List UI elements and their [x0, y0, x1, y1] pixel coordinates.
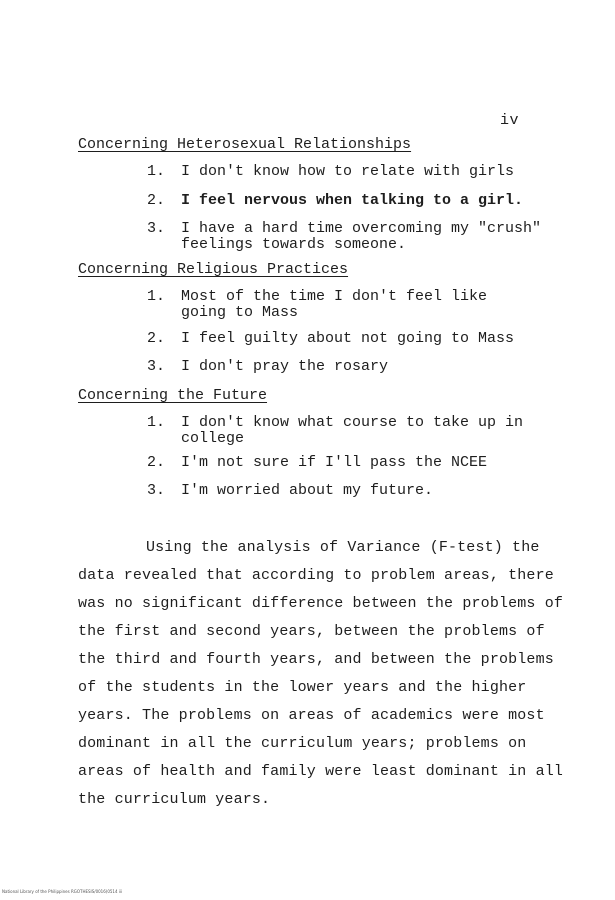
paragraph-line: was no significant difference between the problems of: [78, 595, 564, 612]
list-item: [147, 359, 388, 375]
list-item-number: 1.: [147, 414, 166, 431]
paragraph-line: Using the analysis of Variance (F-test) the: [146, 539, 540, 556]
paragraph-line: the curriculum years.: [78, 791, 271, 808]
list-item-number: 1.: [147, 288, 166, 305]
list-item-text: Most of the time I don't feel like going to Mass: [181, 288, 488, 321]
paragraph-line: the first and second years, between the problems of: [78, 623, 545, 640]
list-item-number: 2.: [147, 330, 166, 347]
list-item: [147, 221, 541, 253]
list-item-text: I'm worried about my future.: [181, 482, 434, 499]
list-item-number: 1.: [147, 163, 166, 180]
paragraph-line: of the students in the lower years and the higher: [78, 679, 527, 696]
list-item-text: I don't know what course to take up in college: [181, 414, 524, 447]
list-item: [147, 415, 523, 447]
list-item: [147, 193, 523, 209]
paragraph-line: years. The problems on areas of academics were most: [78, 707, 545, 724]
list-item: [147, 455, 487, 471]
list-item-number: 2.: [147, 454, 166, 471]
paragraph-line: the third and fourth years, and between the problems: [78, 651, 554, 668]
list-item-text: I have a hard time overcoming my "crush" feelings towards someone.: [181, 220, 542, 253]
list-item-text: I feel guilty about not going to Mass: [181, 330, 515, 347]
archive-footer: National Library of the Philippines RGOTHESIS/0016(0514 iii: [2, 889, 123, 894]
list-item-text: I feel nervous when talking to a girl.: [181, 192, 524, 209]
paragraph-line: data revealed that according to problem areas, there: [78, 567, 554, 584]
list-item: [147, 164, 514, 180]
paragraph-line: dominant in all the curriculum years; problems on: [78, 735, 527, 752]
page-number: iv: [500, 112, 520, 129]
section-heading-heterosexual-relationships: Concerning Heterosexual Relationships: [78, 136, 412, 153]
list-item: [147, 331, 514, 347]
list-item-text: I'm not sure if I'll pass the NCEE: [181, 454, 488, 471]
list-item-number: 3.: [147, 220, 166, 237]
list-item-text: I don't pray the rosary: [181, 358, 389, 375]
section-heading-future: Concerning the Future: [78, 387, 268, 404]
list-item-number: 2.: [147, 192, 166, 209]
list-item-text: I don't know how to relate with girls: [181, 163, 515, 180]
list-item: [147, 289, 487, 321]
list-item-number: 3.: [147, 482, 166, 499]
paragraph-line: areas of health and family were least dominant in all: [78, 763, 564, 780]
list-item-number: 3.: [147, 358, 166, 375]
section-heading-religious-practices: Concerning Religious Practices: [78, 261, 349, 278]
list-item: [147, 483, 433, 499]
